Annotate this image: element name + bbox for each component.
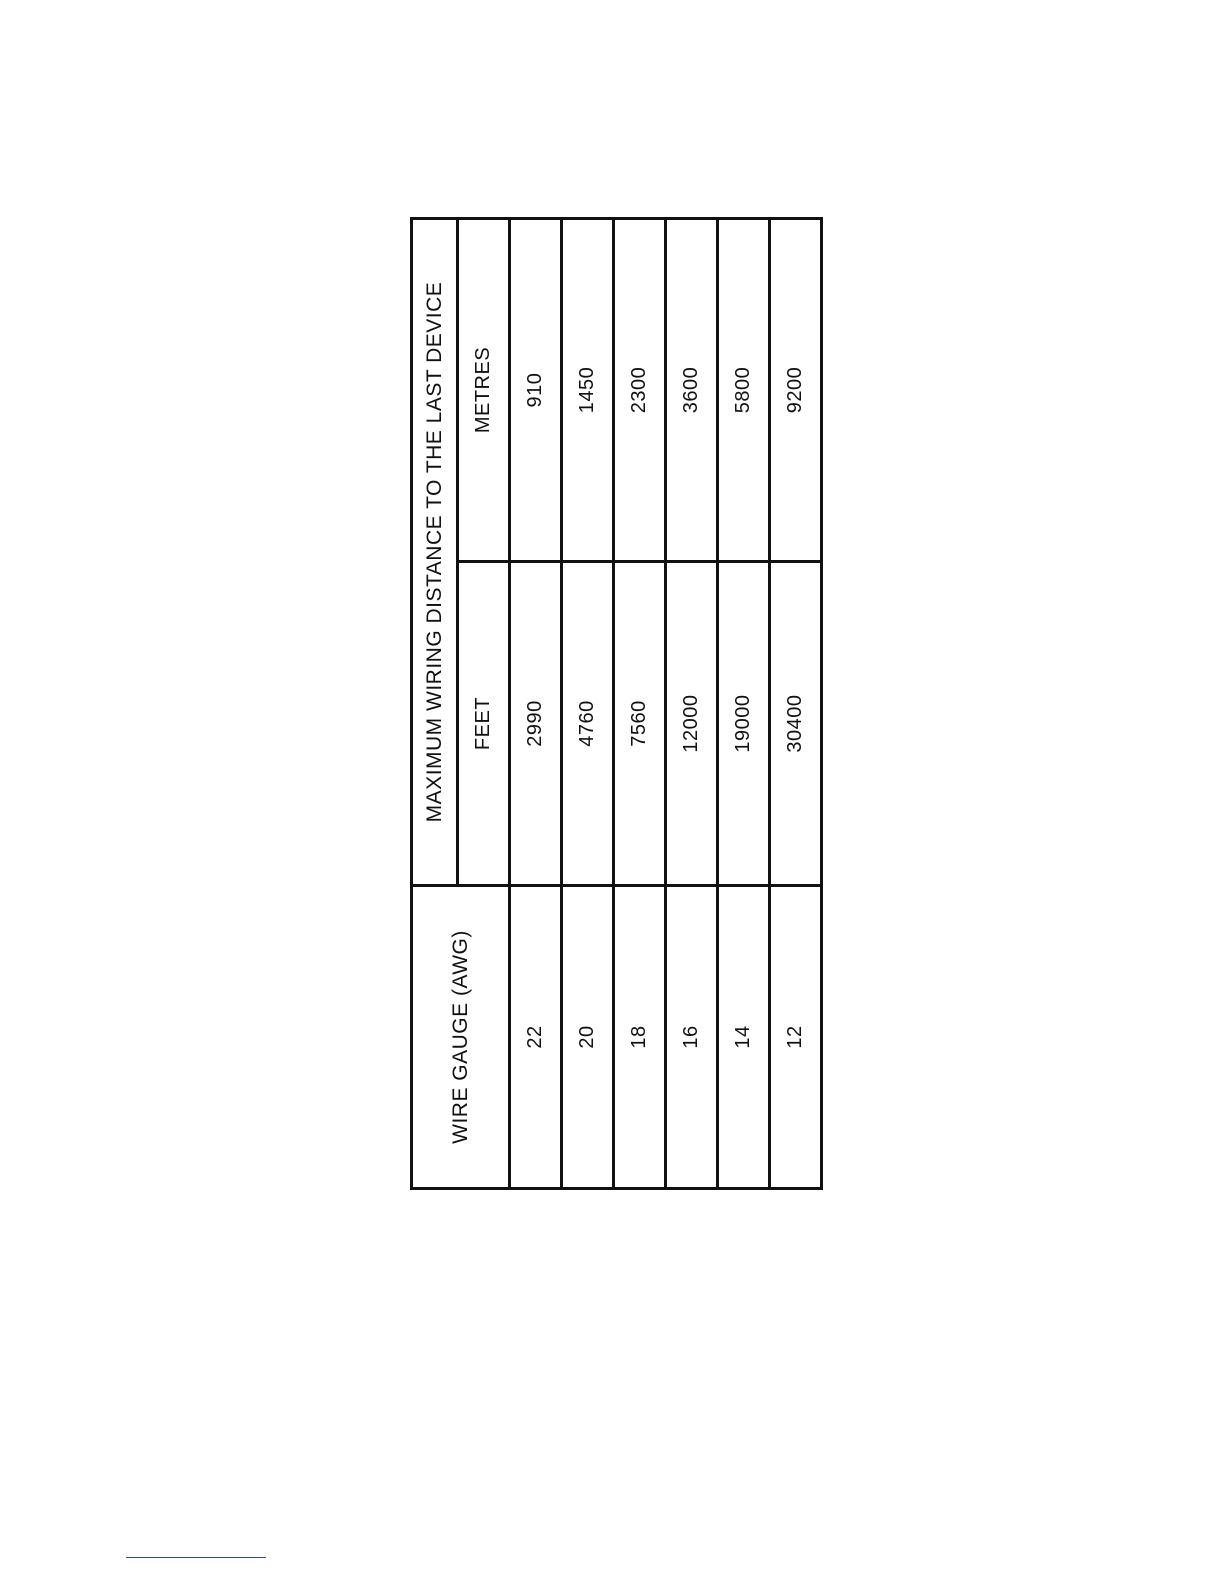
footnote-separator: [126, 1557, 266, 1558]
table-row: [718, 218, 770, 1188]
metres-cell: 5800: [718, 218, 770, 561]
metres-cell: 9200: [770, 218, 822, 561]
table-row: [770, 218, 822, 1188]
feet-cell: 2990: [510, 562, 562, 886]
header-max-distance: MAXIMUM WIRING DISTANCE TO THE LAST DEVICE: [412, 218, 458, 885]
gauge-cell: 14: [718, 886, 770, 1189]
header-metres: METRES: [458, 218, 510, 561]
table-row: [510, 218, 562, 1188]
table-header-row: [412, 218, 458, 1188]
gauge-cell: 22: [510, 886, 562, 1189]
metres-cell: 910: [510, 218, 562, 561]
wire-distance-table: [410, 217, 823, 1190]
feet-cell: 19000: [718, 562, 770, 886]
metres-cell: 3600: [666, 218, 718, 561]
metres-cell: 1450: [562, 218, 614, 561]
header-feet: FEET: [458, 562, 510, 886]
feet-cell: 7560: [614, 562, 666, 886]
gauge-cell: 20: [562, 886, 614, 1189]
metres-cell: 2300: [614, 218, 666, 561]
feet-cell: 12000: [666, 562, 718, 886]
feet-cell: 30400: [770, 562, 822, 886]
table-row: [562, 218, 614, 1188]
feet-cell: 4760: [562, 562, 614, 886]
gauge-cell: 18: [614, 886, 666, 1189]
table-row: [614, 218, 666, 1188]
table-row: [666, 218, 718, 1188]
header-wire-gauge: WIRE GAUGE (AWG): [412, 886, 510, 1189]
gauge-cell: 16: [666, 886, 718, 1189]
gauge-cell: 12: [770, 886, 822, 1189]
